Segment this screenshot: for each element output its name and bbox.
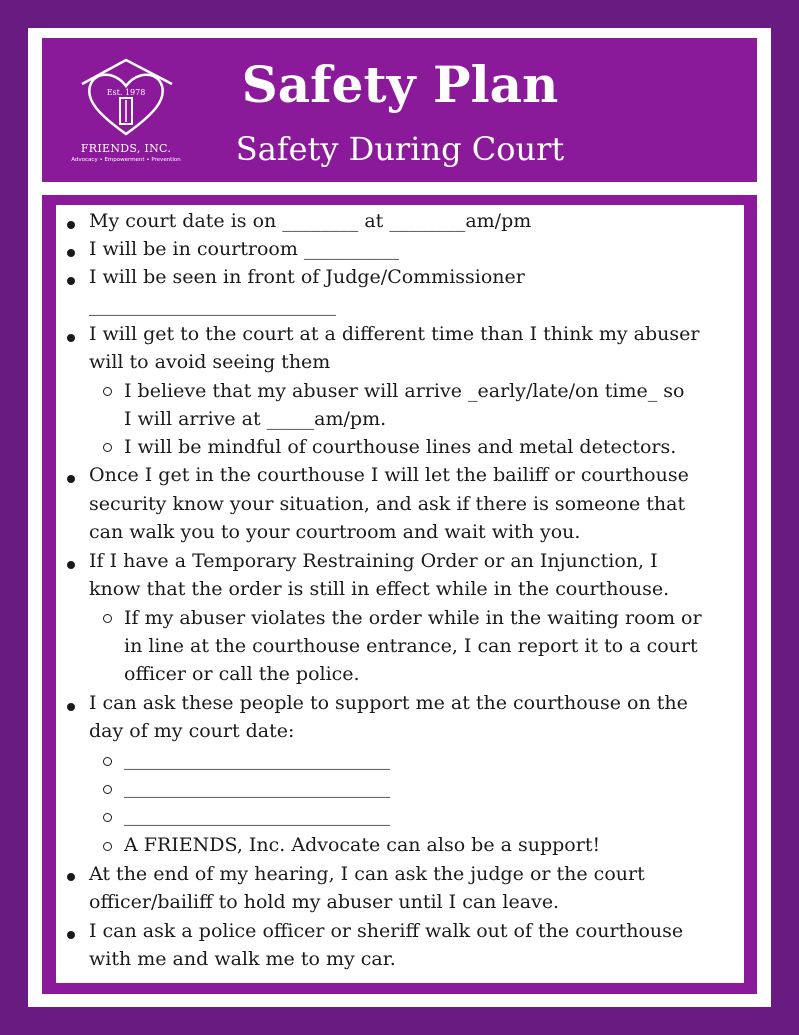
blank-line: ____________________________ xyxy=(124,776,390,798)
list-item-continuation: __________________________ xyxy=(89,294,336,316)
sub-list-item: A FRIENDS, Inc. Advocate can also be a support! xyxy=(124,834,601,856)
page-subtitle: Safety During Court xyxy=(235,130,565,168)
list-item: Once I get in the courthouse I will let the bailiff or courthouse xyxy=(89,464,689,486)
sub-bullet xyxy=(103,614,112,623)
list-item-continuation: will to avoid seeing them xyxy=(89,351,331,373)
sub-list-item: I will be mindful of courthouse lines and metal detectors. xyxy=(124,436,677,458)
logo-name: FRIENDS, INC. xyxy=(80,142,172,155)
list-item: If I have a Temporary Restraining Order or an Injunction, I xyxy=(89,550,658,572)
bullet-1 xyxy=(67,221,75,229)
list-item-continuation: day of my court date: xyxy=(89,720,295,742)
logo-tagline: Advocacy • Empowerment • Prevention xyxy=(71,157,181,163)
sub-list-item: I believe that my abuser will arrive _early/late/on time_ so xyxy=(124,380,685,402)
list-item: I can ask a police officer or sheriff walk out of the courthouse xyxy=(89,920,684,942)
sub-list-item-continuation: officer or call the police. xyxy=(124,663,360,685)
sub-list-item-continuation: I will arrive at _____am/pm. xyxy=(124,408,387,430)
list-item: My court date is on ________ at ________am/pm xyxy=(89,210,532,232)
bullet-8 xyxy=(67,873,75,881)
list-item-continuation: can walk you to your courtroom and wait with you. xyxy=(89,521,581,543)
bullet-6 xyxy=(67,561,75,569)
sub-list-item: If my abuser violates the order while in the waiting room or xyxy=(124,607,702,629)
list-item: I can ask these people to support me at the courthouse on the xyxy=(89,692,688,714)
logo-established: Est. 1978 xyxy=(106,88,146,97)
sub-list-item-continuation: in line at the courthouse entrance, I can report it to a court xyxy=(124,635,698,657)
sub-bullet xyxy=(103,813,112,822)
blank-line: ____________________________ xyxy=(124,748,390,770)
sub-bullet xyxy=(103,757,112,766)
bullet-7 xyxy=(67,703,75,711)
list-item: At the end of my hearing, I can ask the judge or the court xyxy=(89,863,645,885)
content-panel xyxy=(56,205,744,983)
page-title: Safety Plan xyxy=(241,55,559,114)
blank-line: ____________________________ xyxy=(124,804,390,826)
sub-bullet xyxy=(103,387,112,396)
sub-bullet xyxy=(103,443,112,452)
bullet-9 xyxy=(67,931,75,939)
sub-bullet xyxy=(103,785,112,794)
bullet-4 xyxy=(67,334,75,342)
bullet-3 xyxy=(67,277,75,285)
friends-inc-logo xyxy=(71,56,181,174)
list-item: I will be in courtroom __________ xyxy=(89,238,399,260)
list-item-continuation: officer/bailiff to hold my abuser until I can leave. xyxy=(89,891,560,913)
list-item-continuation: with me and walk me to my car. xyxy=(89,948,396,970)
list-item: I will get to the court at a different time than I think my abuser xyxy=(89,323,700,345)
bullet-2 xyxy=(67,249,75,257)
sub-bullet xyxy=(103,842,112,851)
list-item-continuation: security know your situation, and ask if there is someone that xyxy=(89,493,686,515)
list-item-continuation: know that the order is still in effect while in the courthouse. xyxy=(89,578,670,600)
list-item: I will be seen in front of Judge/Commissioner xyxy=(89,266,525,288)
house-heart-icon xyxy=(78,56,178,146)
bullet-5 xyxy=(67,475,75,483)
